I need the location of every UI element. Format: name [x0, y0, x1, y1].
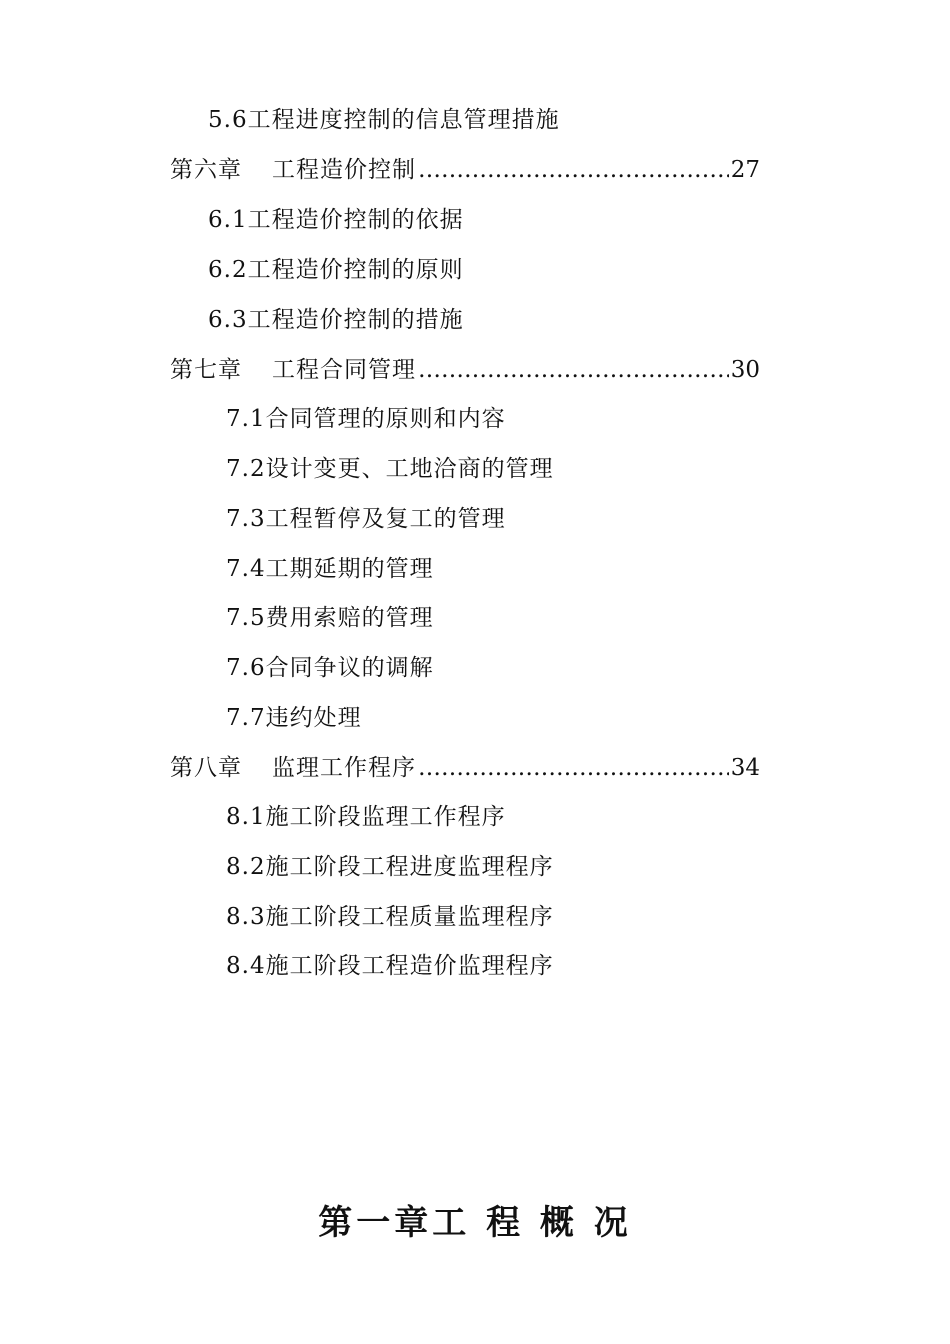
toc-entry-7-2: 7.2设计变更、工地洽商的管理	[226, 456, 554, 482]
chapter-title: 工程合同管理	[272, 357, 416, 383]
chapter-label: 第八章	[170, 755, 242, 781]
chapter-title: 工程造价控制	[272, 157, 416, 183]
page-number: 27	[730, 157, 760, 183]
toc-entry-7-4: 7.4工期延期的管理	[226, 556, 434, 582]
toc-entry-6-1: 6.1工程造价控制的依据	[208, 207, 464, 233]
leader-dots	[418, 155, 729, 185]
toc-entry-7-1: 7.1合同管理的原则和内容	[226, 406, 506, 432]
toc-entry-7-7: 7.7违约处理	[226, 705, 362, 731]
page-number: 30	[730, 357, 760, 383]
toc-entry-5-6: 5.6工程进度控制的信息管理措施	[208, 107, 560, 133]
toc-entry-8-3: 8.3施工阶段工程质量监理程序	[226, 904, 554, 930]
chapter-title: 监理工作程序	[272, 755, 416, 781]
toc-entry-7-3: 7.3工程暂停及复工的管理	[226, 506, 506, 532]
leader-dots	[418, 355, 729, 385]
toc-entry-6-2: 6.2工程造价控制的原则	[208, 257, 464, 283]
page-number: 34	[730, 755, 760, 781]
chapter-label: 第七章	[170, 357, 242, 383]
toc-chapter-6	[170, 155, 760, 185]
chapter-label: 第六章	[170, 157, 242, 183]
toc-entry-6-3: 6.3工程造价控制的措施	[208, 307, 464, 333]
toc-chapter-7	[170, 355, 760, 385]
toc-entry-8-2: 8.2施工阶段工程进度监理程序	[226, 854, 554, 880]
toc-entry-8-4: 8.4施工阶段工程造价监理程序	[226, 953, 554, 979]
leader-dots	[418, 753, 729, 783]
toc-entry-7-5: 7.5费用索赔的管理	[226, 605, 434, 631]
toc-entry-8-1: 8.1施工阶段监理工作程序	[226, 804, 506, 830]
toc-chapter-8	[170, 753, 760, 783]
chapter-heading: 第一章工 程 概 况	[318, 1203, 632, 1243]
toc-entry-7-6: 7.6合同争议的调解	[226, 655, 434, 681]
